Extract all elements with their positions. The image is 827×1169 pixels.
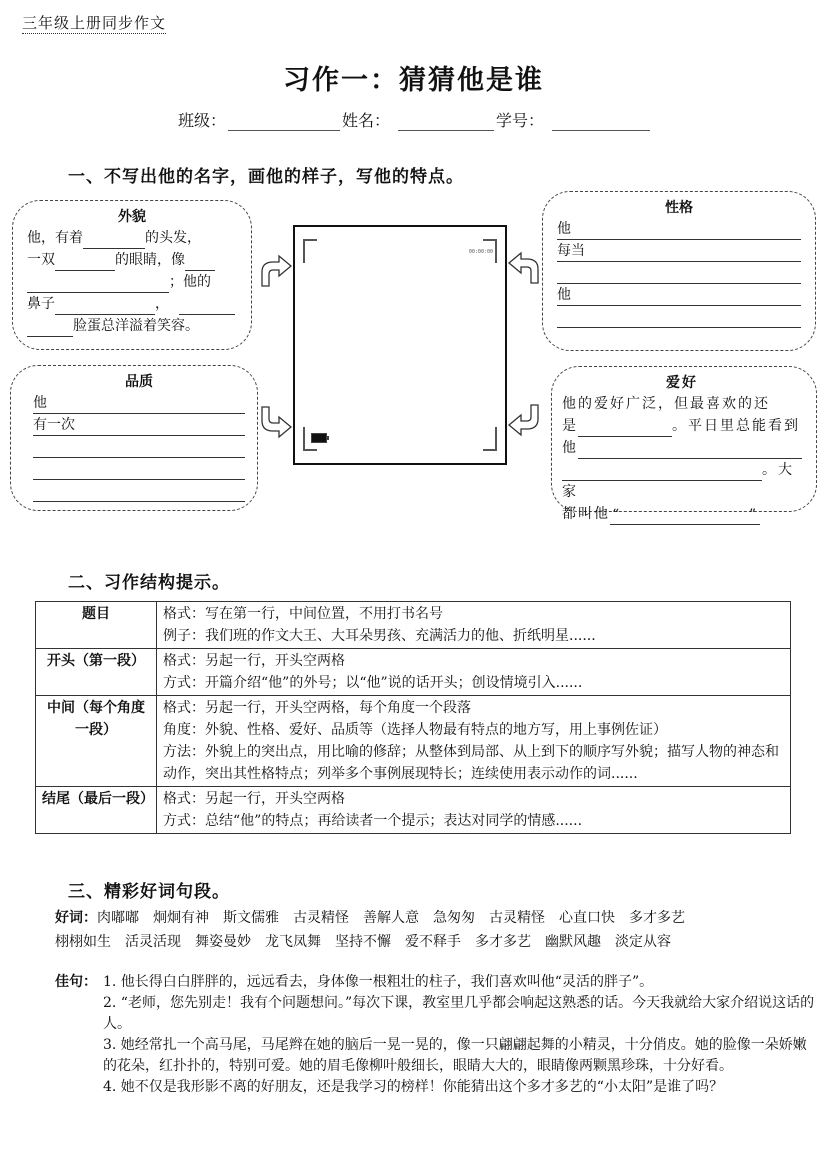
good-sentences <box>55 972 815 1098</box>
table-row <box>36 602 791 649</box>
quality-line[interactable] <box>33 480 245 502</box>
like-blank[interactable] <box>185 253 215 271</box>
section2-heading: 二、习作结构提示。 <box>68 573 230 593</box>
curved-arrow-icon <box>507 251 541 285</box>
appearance-line-2: 一双 的眼睛，像 <box>27 249 237 271</box>
personality-line[interactable]: 他 <box>557 284 801 306</box>
eyes-blank[interactable] <box>55 253 115 271</box>
viewfinder-corner-icon <box>303 239 317 263</box>
personality-line[interactable] <box>557 262 801 284</box>
row-content: 格式：另起一行，开头空两格 方式：总结“他”的特点；再给读者一个提示；表达对同学的情感...... <box>157 787 791 834</box>
viewfinder-corner-icon <box>483 427 497 451</box>
personality-box <box>542 191 816 351</box>
drawing-frame[interactable] <box>293 225 507 465</box>
section1-heading: 一、不写出他的名字，画他的样子，写他的特点。 <box>68 167 464 187</box>
hobby-line-2: 是 。平日里总能看到 <box>562 415 802 437</box>
sentence-item: 佳句： 1. 他长得白白胖胖的，远远看去，身体像一根粗壮的柱子，我们喜欢叫他“灵活的胖子”。 <box>55 974 654 990</box>
curved-arrow-icon <box>507 403 541 437</box>
class-field[interactable] <box>228 112 340 131</box>
sentence-item: 2. “老师，您先别走！我有个问题想问。”每次下课，教室里几乎都会响起这熟悉的话。今天我就给大家介绍说这话的人。 <box>103 995 815 1032</box>
row-key: 开头（第一段） <box>36 649 157 696</box>
table-row <box>36 649 791 696</box>
hobby-box <box>551 366 817 523</box>
quality-box <box>10 365 258 511</box>
student-id-label: 学号： <box>496 111 545 130</box>
personality-line[interactable]: 他 <box>557 218 801 240</box>
quality-line[interactable] <box>33 458 245 480</box>
row-key: 中间（每个角度一段） <box>36 696 157 787</box>
student-id-field[interactable] <box>552 112 650 131</box>
nickname-blank[interactable]: “ ” <box>612 507 758 523</box>
name-field[interactable] <box>398 112 494 131</box>
class-label: 班级： <box>178 111 227 130</box>
face-blank-1[interactable] <box>179 297 235 315</box>
personality-line[interactable]: 每当 <box>557 240 801 262</box>
battery-icon <box>311 433 327 443</box>
hobby-line-1: 他的爱好广泛，但最喜欢的还 <box>562 396 770 412</box>
table-row <box>36 696 791 787</box>
appearance-title: 外貌 <box>118 209 146 225</box>
curved-arrow-icon <box>259 405 293 439</box>
good-words <box>55 906 815 954</box>
row-key: 结尾（最后一段） <box>36 787 157 834</box>
quality-title: 品质 <box>125 374 153 390</box>
page-title: 习作一：猜猜他是谁 <box>283 65 544 96</box>
words-row-1: 好词：肉嘟嘟 炯炯有神 斯文儒雅 古灵精怪 善解人意 急匆匆 古灵精怪 心直口快 多才多艺 <box>55 910 685 926</box>
nose-blank[interactable] <box>55 297 155 315</box>
appearance-line-4: 鼻子 ， <box>27 293 237 315</box>
curved-arrow-icon <box>259 254 293 288</box>
appearance-box <box>12 200 252 350</box>
appearance-line-1: 他，有着 的头发， <box>27 227 237 249</box>
hobby-line-4: 。大家 <box>562 462 794 500</box>
row-content: 格式：另起一行，开头空两格 方式：开篇介绍“他”的外号；以“他”说的话开头；创设情境引入...... <box>157 649 791 696</box>
student-info-row <box>178 108 652 131</box>
simile-blank[interactable] <box>27 275 169 293</box>
personality-line[interactable] <box>557 306 801 328</box>
record-timer: 00:00:00 <box>468 249 493 255</box>
see-him-blank[interactable] <box>578 441 802 459</box>
hobby-line-3: 他 <box>562 437 802 459</box>
favorite-blank[interactable] <box>578 419 672 437</box>
appearance-line-5: 脸蛋总洋溢着笑容。 <box>27 315 237 337</box>
quality-line[interactable]: 有一次 <box>33 414 245 436</box>
structure-table <box>35 601 791 834</box>
personality-title: 性格 <box>665 200 693 216</box>
row-content: 格式：写在第一行，中间位置，不用打书名号 例子：我们班的作文大王、大耳朵男孩、充满活力的他、折纸明星...... <box>157 602 791 649</box>
section3-heading: 三、精彩好词句段。 <box>68 882 230 902</box>
hobby-line-5: 都叫他 “ ” <box>562 506 758 523</box>
quality-line[interactable] <box>33 436 245 458</box>
row-content: 格式：另起一行，开头空两格，每个角度一个段落 角度：外貌、性格、爱好、品质等（选择人物最有特点的地方写，用上事例佐证） 方法：外貌上的突出点，用比喻的修辞；从整体到局部、从上到下的顺序写外貌；描写人物的神态和动作，突出其性格特点；列举多个事例展现特长；连续使用表示动作的词...... <box>157 696 791 787</box>
face-blank-2[interactable] <box>27 319 73 337</box>
quality-line[interactable]: 他 <box>33 392 245 414</box>
series-label: 三年级上册同步作文 <box>22 14 167 32</box>
sentence-item: 4. 她不仅是我形影不离的好朋友，还是我学习的榜样！你能猜出这个多才多艺的“小太阳”是谁了吗？ <box>103 1079 724 1095</box>
hair-blank[interactable] <box>83 231 145 249</box>
sentence-item: 3. 她经常扎一个高马尾，马尾辫在她的脑后一晃一晃的，像一只翩翩起舞的小精灵，十分俏皮。她的脸像一朵娇嫩的花朵，红扑扑的，特别可爱。她的眉毛像柳叶般细长，眼睛大大的，眼睛像两颗黑珍珠，十分好看。 <box>103 1037 807 1074</box>
name-label: 姓名： <box>342 111 391 130</box>
hobby-title: 爱好 <box>666 375 698 391</box>
table-row <box>36 787 791 834</box>
appearance-line-3: ；他的 <box>27 271 237 293</box>
row-key: 题目 <box>36 602 157 649</box>
activity-blank[interactable] <box>562 463 762 481</box>
words-row-2: 栩栩如生 活灵活现 舞姿曼妙 龙飞凤舞 坚持不懈 爱不释手 多才多艺 幽默风趣 淡定从容 <box>55 934 671 950</box>
